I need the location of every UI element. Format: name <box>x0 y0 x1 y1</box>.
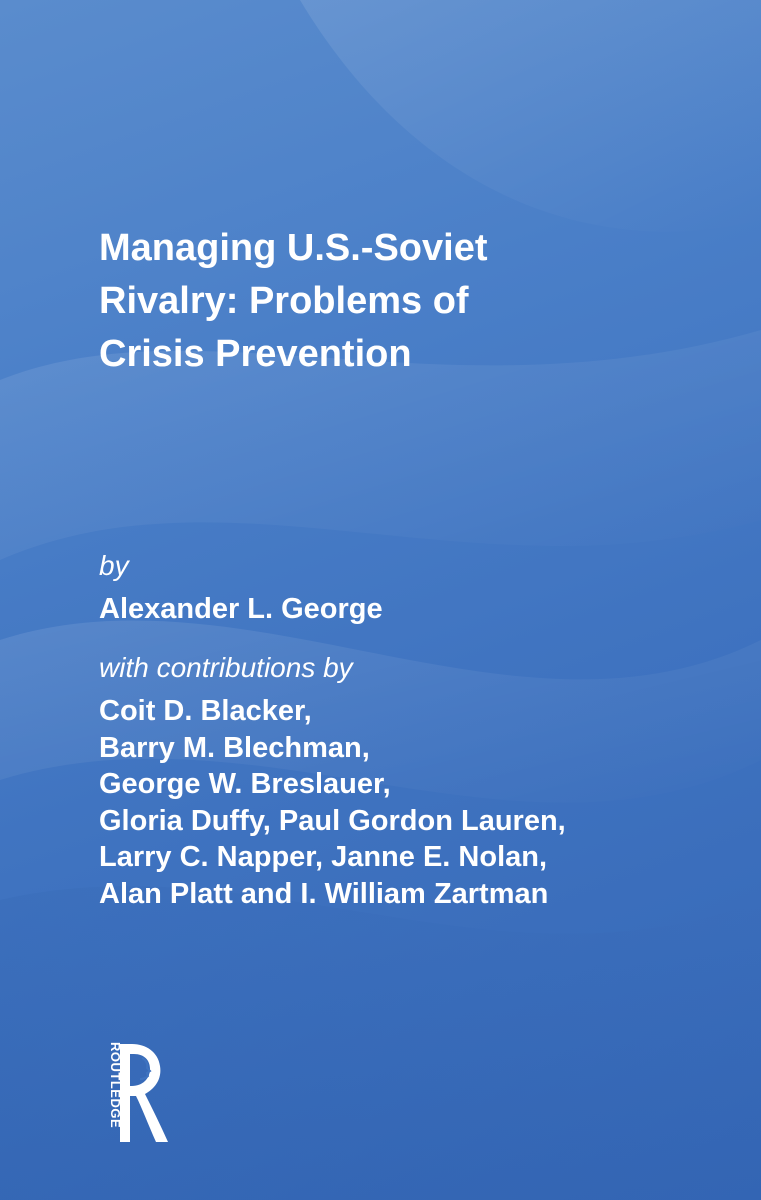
svg-text:ROUTLEDGE: ROUTLEDGE <box>108 1042 123 1129</box>
contributor-line-1: Coit D. Blacker, <box>99 695 312 727</box>
title-line-1: Managing U.S.-Soviet <box>99 227 488 269</box>
contributor-line-4: Gloria Duffy, Paul Gordon Lauren, <box>99 804 566 837</box>
contributor-line-6: Alan Platt and I. William Zartman <box>99 877 549 910</box>
contributor-line-2: Barry M. Blechman, <box>99 731 370 764</box>
contributor-list <box>99 693 566 912</box>
contributions-label: with contributions by <box>99 652 353 683</box>
title-line-2: Rivalry: Problems of <box>99 280 469 322</box>
publisher-name <box>93 1040 123 1140</box>
book-title <box>99 222 699 381</box>
author-name: Alexander L. George <box>99 593 383 625</box>
title-line-3: Crisis Prevention <box>99 333 412 375</box>
contributor-line-3: George W. Breslauer, <box>99 768 391 800</box>
contributor-line-5: Larry C. Napper, Janne E. Nolan, <box>99 841 548 873</box>
by-label: by <box>99 550 129 581</box>
